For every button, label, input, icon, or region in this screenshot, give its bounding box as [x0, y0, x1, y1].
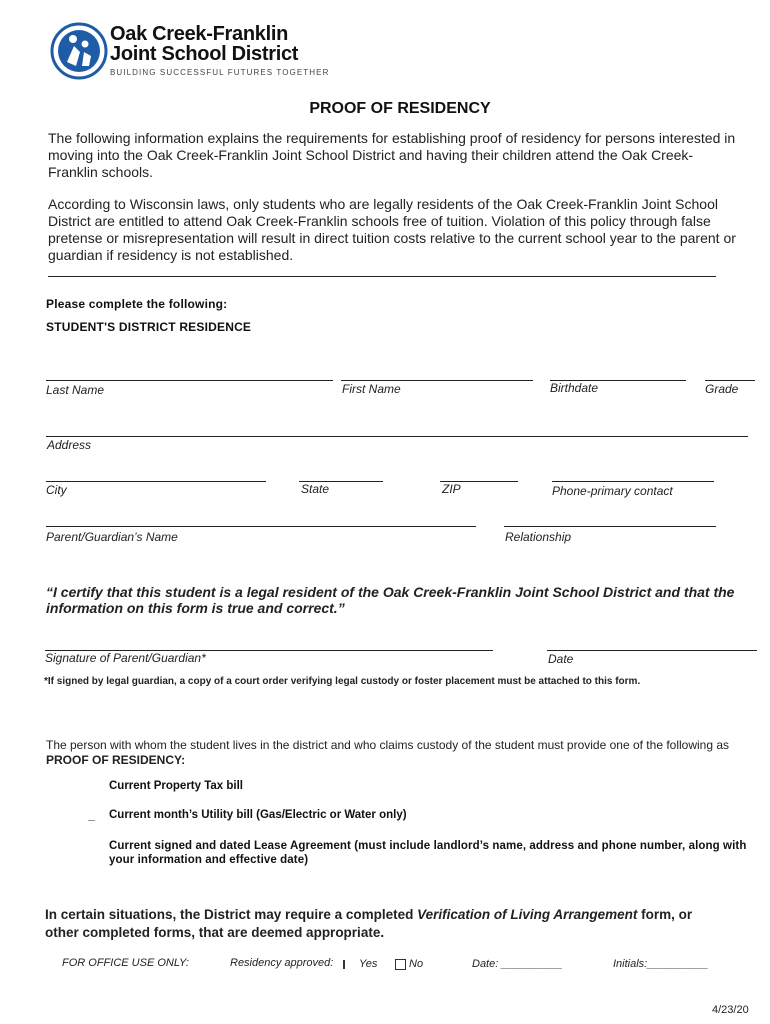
form-section-title: STUDENT'S DISTRICT RESIDENCE [46, 320, 252, 334]
relationship-label: Relationship [505, 530, 572, 544]
proof-item-lease [109, 839, 749, 867]
revision-date: 4/23/20 [712, 1004, 749, 1016]
signature-label: Signature of Parent/Guardian* [45, 651, 206, 665]
last-name-label: Last Name [46, 383, 105, 397]
form-instruction: Please complete the following: [46, 297, 228, 311]
address-field[interactable] [46, 436, 748, 437]
state-label: State [301, 482, 330, 496]
intro-paragraph-2: According to Wisconsin laws, only students who are legally residents of the Oak Creek-Franklin Joint School District are entitled to attend Oak Creek-Franklin schools free of tuition. Violation of this policy through false pretense or misrepresentation will result in direct tuition costs relative to the current school year to the parent or guardian if residency is not established. [48, 196, 736, 263]
relationship-field[interactable] [504, 526, 716, 527]
proof-intro-heading: PROOF OF RESIDENCY: [46, 753, 186, 767]
no-checkbox[interactable] [395, 959, 406, 970]
first-name-label: First Name [342, 382, 401, 396]
guardian-name-label: Parent/Guardian’s Name [46, 530, 178, 544]
district-name [110, 24, 298, 64]
intro-paragraph-1: The following information explains the requirements for establishing proof of residency for persons interested in moving into the Oak Creek-Franklin Joint School District and having their children attend the Oak Creek-Franklin schools. [48, 130, 736, 180]
grade-label: Grade [705, 382, 739, 396]
district-name-line1: Oak Creek-Franklin [110, 23, 289, 45]
proof-item-tax-bill [109, 780, 243, 792]
office-date-field: Date: __________ [472, 958, 563, 970]
address-label: Address [47, 438, 92, 452]
page-title: PROOF OF RESIDENCY [309, 100, 491, 117]
no-label: No [409, 958, 424, 970]
section-divider [48, 276, 716, 277]
guardian-name-field[interactable] [46, 526, 476, 527]
birthdate-label: Birthdate [550, 381, 599, 395]
proof-intro [46, 738, 736, 768]
closing-part-1: In certain situations, the District may require a completed [45, 907, 418, 922]
city-label: City [46, 483, 67, 497]
yes-label: Yes [359, 958, 378, 970]
phone-field[interactable] [552, 481, 714, 482]
residency-approved-label: Residency approved: [230, 957, 334, 969]
proof-intro-text: The person with whom the student lives in the district and who claims custody of the student must provide one of the following as [46, 738, 730, 752]
district-tagline: BUILDING SUCCESSFUL FUTURES TOGETHER [110, 68, 330, 77]
district-name-line2: Joint School District [110, 43, 299, 65]
closing-part-2: form, or other completed forms, that are deemed appropriate. [45, 907, 693, 940]
zip-label: ZIP [442, 482, 461, 496]
phone-label: Phone-primary contact [552, 484, 673, 498]
first-name-field[interactable] [341, 380, 533, 381]
proof-item-utility-marker: _ [88, 808, 95, 822]
last-name-field[interactable] [46, 380, 333, 381]
proof-item-label: Current signed and dated Lease Agreement (must include landlord’s name, address and phone number, along with your information and effective date) [109, 840, 747, 866]
office-use-label: FOR OFFICE USE ONLY: [62, 957, 189, 969]
verification-form-name: Verification of Living Arrangement [417, 907, 638, 922]
date-field[interactable] [547, 650, 757, 651]
city-field[interactable] [46, 481, 266, 482]
certification-statement: “I certify that this student is a legal resident of the Oak Creek-Franklin Joint School District and that the information on this form is true and correct.” [46, 584, 735, 616]
closing-statement [45, 906, 725, 942]
date-label: Date [548, 652, 574, 666]
grade-field[interactable] [705, 380, 755, 381]
office-initials-field: Initials:__________ [613, 958, 709, 970]
district-logo [50, 22, 108, 80]
proof-item-utility-bill [109, 809, 407, 821]
yes-checkbox[interactable] [343, 960, 345, 969]
proof-item-label: Current month’s Utility bill (Gas/Electric or Water only) [109, 809, 407, 821]
guardian-footnote: *If signed by legal guardian, a copy of a court order verifying legal custody or foster placement must be attached to this form. [44, 676, 641, 687]
proof-item-label: Current Property Tax bill [109, 780, 243, 792]
